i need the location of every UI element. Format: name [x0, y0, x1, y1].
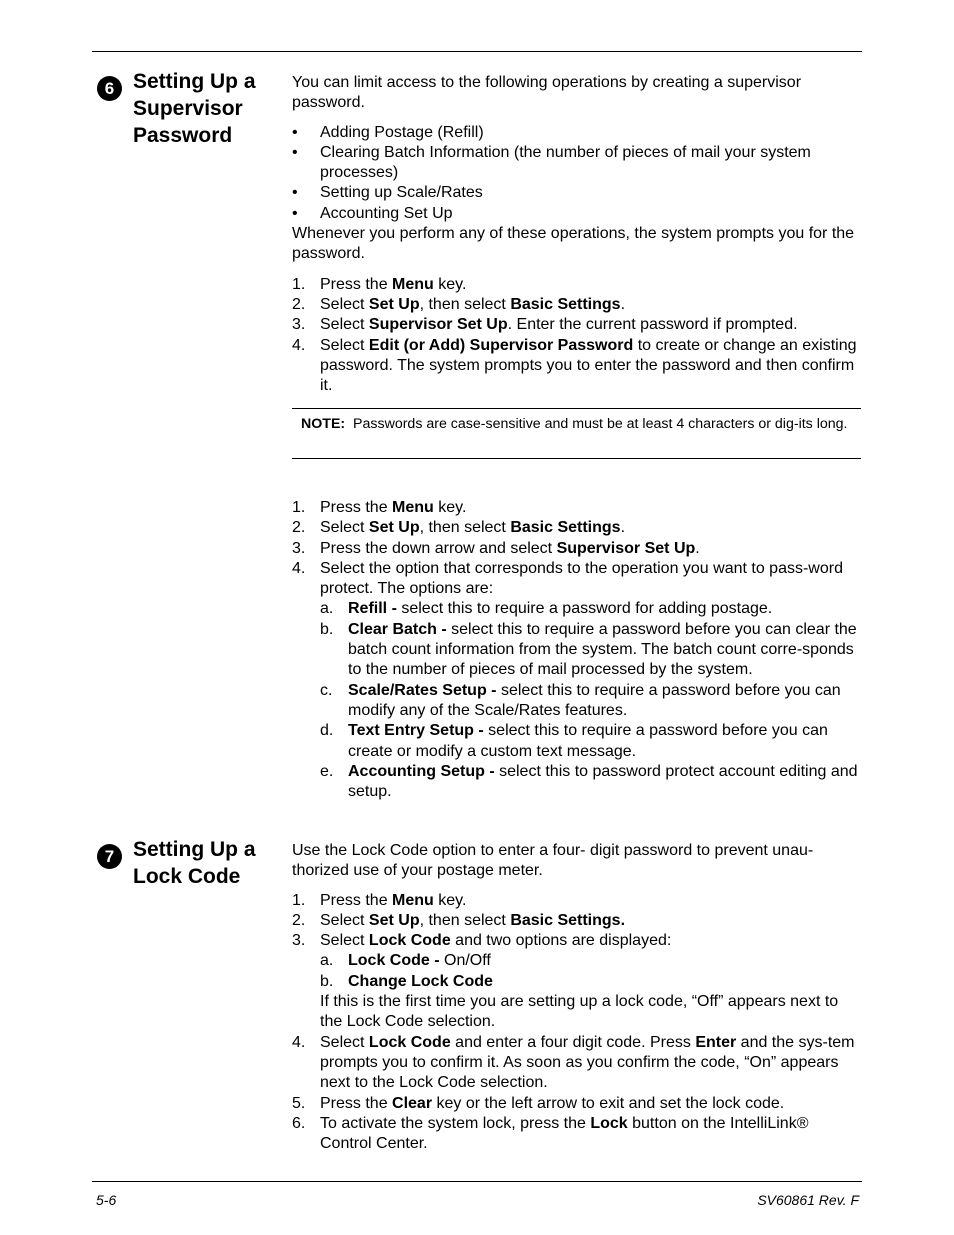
intro-paragraph: Use the Lock Code option to enter a four- digit password to prevent unau-thorized use of your postage meter.: [292, 842, 814, 880]
step: 2. Select Set Up, then select Basic Settings.: [292, 911, 626, 929]
list-item: • Accounting Set Up: [292, 204, 453, 222]
option-item: a. Refill - select this to require a password for adding postage.: [320, 600, 773, 618]
option-item: a. Lock Code - On/Off: [320, 952, 491, 970]
section-title: Setting Up a Lock Code: [133, 838, 256, 888]
page-number: 5-6: [96, 1192, 117, 1208]
list-item: • Adding Postage (Refill): [292, 123, 484, 141]
section-number-badge: 6: [97, 76, 122, 101]
supervisor-steps: [292, 498, 862, 802]
operation-list: [292, 123, 862, 224]
step: 3. Select Supervisor Set Up. Enter the current password if prompted.: [292, 316, 798, 334]
step: 3. Press the down arrow and select Supervisor Set Up.: [292, 539, 700, 557]
step: 3. Select Lock Code and two options are displayed:: [292, 932, 672, 950]
section-7-body: [292, 841, 862, 1154]
top-rule: [92, 51, 862, 52]
option-item: b. Change Lock Code: [320, 972, 493, 990]
intro-paragraph: You can limit access to the following operations by creating a supervisor password.: [292, 74, 802, 112]
step: 5. Press the Clear key or the left arrow to exit and set the lock code.: [292, 1094, 785, 1112]
note-box: [292, 408, 861, 459]
footer-rule: [92, 1181, 862, 1182]
option-item: b. Clear Batch - select this to require a password before you can clear the batch count information from the system. The batch count corre-sponds to the number of pieces of mail processed by the system.: [320, 620, 857, 679]
step: 4. Select Edit (or Add) Supervisor Password to create or change an existing password. The system prompts you to enter the password and then confirm it.: [292, 336, 857, 395]
step: 4. Select the option that corresponds to the operation you want to pass-word protect. The options are:: [292, 559, 843, 598]
list-item: • Setting up Scale/Rates: [292, 184, 483, 202]
option-item: e. Accounting Setup - select this to password protect account editing and setup.: [320, 762, 858, 801]
password-steps: [292, 275, 862, 397]
step: 1. Press the Menu key.: [292, 891, 467, 909]
lock-code-steps: [292, 891, 862, 1155]
step: 1. Press the Menu key.: [292, 275, 467, 293]
option-item: c. Scale/Rates Setup - select this to require a password before you can modify any of the Scale/Rates features.: [320, 681, 841, 719]
list-item: • Clearing Batch Information (the number of pieces of mail your system processes): [292, 143, 811, 182]
step: 4. Select Lock Code and enter a four digit code. Press Enter and the sys-tem prompts you to confirm it. As soon as you confirm the code, “On” appears next to the Lock Code selection.: [292, 1033, 855, 1092]
option-item: d. Text Entry Setup - select this to require a password before you can create or modify a custom text message.: [320, 722, 828, 760]
section-6-body: [292, 73, 862, 396]
note-text: Passwords are case-sensitive and must be at least 4 characters or dig-its long.: [353, 416, 848, 432]
step: 2. Select Set Up, then select Basic Settings.: [292, 295, 626, 313]
section-number-badge: 7: [97, 844, 122, 869]
step: 1. Press the Menu key.: [292, 499, 467, 516]
document-id: SV60861 Rev. F: [757, 1192, 859, 1208]
step: 6. To activate the system lock, press the Lock button on the IntelliLink® Control Center.: [292, 1114, 809, 1153]
section-title: Setting Up a Supervisor Password: [133, 70, 256, 147]
first-time-note: If this is the first time you are setting up a lock code, “Off” appears next to the Lock Code selection.: [320, 993, 839, 1031]
note-label: NOTE:: [301, 416, 346, 432]
step: 2. Select Set Up, then select Basic Settings.: [292, 519, 626, 537]
prompt-paragraph: Whenever you perform any of these operations, the system prompts you for the password.: [292, 225, 855, 263]
